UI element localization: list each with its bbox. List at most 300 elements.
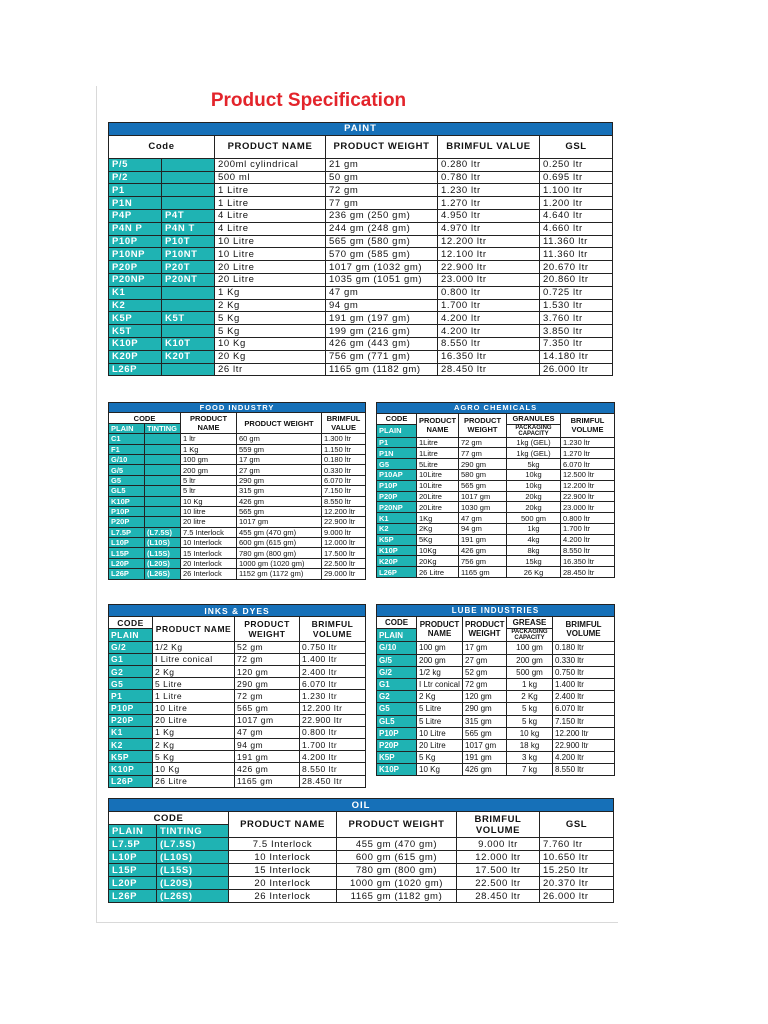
oil-cell: L26P (109, 890, 157, 903)
paint-cell: 5 Kg (215, 325, 326, 338)
food-cell: G5 (109, 475, 145, 485)
inks-cell: 1 Kg (153, 726, 235, 738)
inks-cell: 10 Litre (153, 702, 235, 714)
paint-cell: P1 (109, 184, 162, 197)
table-row (109, 337, 613, 350)
paint-cell: 1.530 ltr (540, 299, 613, 312)
table-row (109, 838, 614, 851)
agro-cell: 290 gm (459, 459, 507, 470)
lube-cell: 1 kg (507, 678, 553, 690)
food-cell: 12.200 ltr (322, 506, 366, 516)
oil-cell: 7.5 Interlock (229, 838, 337, 851)
paint-cell: 22.900 ltr (438, 261, 540, 274)
food-cell: G/10 (109, 454, 145, 464)
lube-header-grease: GREASE (507, 617, 553, 629)
lube-cell: 2 Kg (417, 691, 463, 703)
food-cell: L10P (109, 538, 145, 548)
lube-cell: 315 gm (463, 715, 507, 727)
lube-cell: K10P (377, 764, 417, 776)
table-row (377, 545, 615, 556)
inks-cell: K2 (109, 739, 153, 751)
oil-cell: 600 gm (615 gm) (337, 851, 457, 864)
agro-cell: 4kg (507, 534, 561, 545)
lube-cell: 100 gm (507, 642, 553, 654)
table-row (109, 465, 366, 475)
food-cell: 1.150 ltr (322, 444, 366, 454)
agro-cell: 10kg (507, 480, 561, 491)
paint-cell: 94 gm (326, 299, 438, 312)
lube-cell: 1/2 kg (417, 666, 463, 678)
paint-cell: 0.725 ltr (540, 286, 613, 299)
paint-cell: P/5 (109, 158, 162, 171)
agro-cell: 1.230 ltr (561, 437, 615, 448)
lube-cell: 17 gm (463, 642, 507, 654)
food-cell: 1017 gm (237, 517, 322, 527)
agro-cell: P1N (377, 448, 417, 459)
table-row (109, 538, 366, 548)
paint-cell: 1035 gm (1051 gm) (326, 273, 438, 286)
inks-cell: 5 Kg (153, 751, 235, 763)
table-row (377, 715, 615, 727)
paint-cell: P1N (109, 197, 162, 210)
lube-cell: 2 Kg (507, 691, 553, 703)
food-header-plain: PLAIN (109, 423, 145, 433)
oil-cell: 455 gm (470 gm) (337, 838, 457, 851)
agro-cell: 16.350 ltr (561, 556, 615, 567)
table-row (109, 569, 366, 579)
food-header-brimful: BRIMFUL VALUE (322, 413, 366, 434)
inks-cell: P1 (109, 690, 153, 702)
table-row (109, 763, 366, 775)
inks-cell: 4.200 ltr (300, 751, 366, 763)
food-cell (145, 465, 181, 475)
paint-cell: 28.450 ltr (438, 363, 540, 376)
food-cell (145, 444, 181, 454)
agro-cell: 20kg (507, 491, 561, 502)
lube-cell: 20 Litre (417, 739, 463, 751)
inks-cell: G1 (109, 653, 153, 665)
table-row (377, 752, 615, 764)
paint-header-weight: PRODUCT WEIGHT (326, 135, 438, 158)
agro-cell: P1 (377, 437, 417, 448)
table-row (109, 209, 613, 222)
agro-cell: K1 (377, 513, 417, 524)
paint-cell: P10NP (109, 248, 162, 261)
lube-cell: 7.150 ltr (553, 715, 615, 727)
agro-cell: P20P (377, 491, 417, 502)
paint-cell: 47 gm (326, 286, 438, 299)
agro-header-brimful: BRIMFUL VOLUME (561, 413, 615, 437)
agro-cell: 15kg (507, 556, 561, 567)
lube-cell: 72 gm (463, 678, 507, 690)
agro-cell: 6.070 ltr (561, 459, 615, 470)
table-row (377, 567, 615, 578)
inks-cell: 1.230 ltr (300, 690, 366, 702)
paint-cell: 0.280 ltr (438, 158, 540, 171)
table-row (377, 491, 615, 502)
paint-cell: 1.230 ltr (438, 184, 540, 197)
oil-table (108, 798, 614, 903)
agro-cell: 20kg (507, 502, 561, 513)
food-cell (145, 496, 181, 506)
table-row (109, 775, 366, 787)
table-row (109, 444, 366, 454)
food-cell: 559 gm (237, 444, 322, 454)
lube-cell: 565 gm (463, 727, 507, 739)
paint-cell: 26 ltr (215, 363, 326, 376)
food-cell: 60 gm (237, 434, 322, 444)
table-row (377, 764, 615, 776)
lube-cell: G1 (377, 678, 417, 690)
table-row (377, 513, 615, 524)
table-row (109, 641, 366, 653)
lube-cell: 3 kg (507, 752, 553, 764)
paint-cell: K10P (109, 337, 162, 350)
paint-cell: 12.100 ltr (438, 248, 540, 261)
table-row (109, 475, 366, 485)
food-cell: 26 Interlock (181, 569, 237, 579)
lube-cell: 27 gm (463, 654, 507, 666)
food-cell: 10 litre (181, 506, 237, 516)
agro-cell: 1165 gm (459, 567, 507, 578)
table-row (109, 299, 613, 312)
paint-cell: 20.670 ltr (540, 261, 613, 274)
food-cell: (L20S) (145, 558, 181, 568)
lube-cell: 18 kg (507, 739, 553, 751)
inks-cell: 52 gm (235, 641, 300, 653)
oil-cell: 12.000 ltr (457, 851, 540, 864)
agro-cell: 1Litre (417, 448, 459, 459)
lube-cell: 5 Kg (417, 752, 463, 764)
agro-cell: P10AP (377, 469, 417, 480)
food-cell: 8.550 ltr (322, 496, 366, 506)
inks-cell: 426 gm (235, 763, 300, 775)
table-row (109, 312, 613, 325)
food-cell: 10 Kg (181, 496, 237, 506)
food-cell: 9.000 ltr (322, 527, 366, 537)
agro-cell: 1Litre (417, 437, 459, 448)
food-cell: 5 ltr (181, 486, 237, 496)
oil-cell: 28.450 ltr (457, 890, 540, 903)
lube-cell: G/10 (377, 642, 417, 654)
agro-cell: 26 Kg (507, 567, 561, 578)
oil-cell: L15P (109, 864, 157, 877)
table-row (109, 325, 613, 338)
table-row (377, 727, 615, 739)
agro-header-granules: GRANULES (507, 413, 561, 424)
food-cell: 12.000 ltr (322, 538, 366, 548)
table-row (109, 558, 366, 568)
inks-cell: K5P (109, 751, 153, 763)
table-row (109, 665, 366, 677)
table-row (377, 703, 615, 715)
oil-header-gsl: GSL (540, 812, 614, 838)
agro-cell: 94 gm (459, 523, 507, 534)
table-row (377, 642, 615, 654)
paint-cell: 10 Litre (215, 235, 326, 248)
table-row (109, 890, 614, 903)
oil-cell: L10P (109, 851, 157, 864)
table-row (377, 556, 615, 567)
food-cell (145, 434, 181, 444)
paint-cell: P4P (109, 209, 162, 222)
food-cell: (L10S) (145, 538, 181, 548)
paint-cell (162, 299, 215, 312)
food-cell: 22.900 ltr (322, 517, 366, 527)
paint-cell: P4N T (162, 222, 215, 235)
agro-cell: 1.700 ltr (561, 523, 615, 534)
inks-cell: L26P (109, 775, 153, 787)
paint-table (108, 122, 613, 376)
paint-cell: 3.850 ltr (540, 325, 613, 338)
paint-cell: K1 (109, 286, 162, 299)
paint-cell: 199 gm (216 gm) (326, 325, 438, 338)
food-cell: 0.180 ltr (322, 454, 366, 464)
inks-cell: 47 gm (235, 726, 300, 738)
oil-cell: 7.760 ltr (540, 838, 614, 851)
food-cell: 7.5 Interlock (181, 527, 237, 537)
paint-header-brimful: BRIMFUL VALUE (438, 135, 540, 158)
paint-cell: 10 Kg (215, 337, 326, 350)
inks-header-brimful: BRIMFUL VOLUME (300, 617, 366, 641)
agro-cell: 1kg (507, 523, 561, 534)
paint-cell: 20 Litre (215, 273, 326, 286)
food-header-code: CODE (109, 413, 181, 423)
paint-cell: 77 gm (326, 197, 438, 210)
agro-cell: 10Litre (417, 480, 459, 491)
table-row (109, 434, 366, 444)
table-row (377, 666, 615, 678)
table-row (377, 691, 615, 703)
oil-cell: 10.650 ltr (540, 851, 614, 864)
food-cell (145, 475, 181, 485)
agro-cell: K2 (377, 523, 417, 534)
paint-cell: 565 gm (580 gm) (326, 235, 438, 248)
paint-cell: 20.860 ltr (540, 273, 613, 286)
inks-cell: 8.550 ltr (300, 763, 366, 775)
agro-header-weight: PRODUCT WEIGHT (459, 413, 507, 437)
paint-cell: K5T (162, 312, 215, 325)
inks-cell: 12.200 ltr (300, 702, 366, 714)
agro-cell: 77 gm (459, 448, 507, 459)
paint-cell: 1 Litre (215, 197, 326, 210)
food-cell: 5 ltr (181, 475, 237, 485)
lube-cell: 5 kg (507, 703, 553, 715)
lube-cell: 0.330 ltr (553, 654, 615, 666)
food-cell: 1 ltr (181, 434, 237, 444)
agro-cell: 12.200 ltr (561, 480, 615, 491)
paint-cell: P20NT (162, 273, 215, 286)
lube-cell: 22.900 ltr (553, 739, 615, 751)
paint-header-code: Code (109, 135, 215, 158)
paint-cell: P20P (109, 261, 162, 274)
oil-cell: 9.000 ltr (457, 838, 540, 851)
paint-cell: P20NP (109, 273, 162, 286)
table-row (109, 877, 614, 890)
lube-cell: 0.180 ltr (553, 642, 615, 654)
food-cell (145, 506, 181, 516)
paint-cell: 500 ml (215, 171, 326, 184)
lube-cell: 7 kg (507, 764, 553, 776)
food-cell: L26P (109, 569, 145, 579)
food-header-tinting: TINTING (145, 423, 181, 433)
table-row (109, 273, 613, 286)
paint-cell: 0.780 ltr (438, 171, 540, 184)
paint-cell: P10NT (162, 248, 215, 261)
food-cell: L7.5P (109, 527, 145, 537)
inks-table (108, 604, 366, 788)
table-row (109, 486, 366, 496)
inks-cell: 72 gm (235, 690, 300, 702)
lube-cell: 191 gm (463, 752, 507, 764)
food-cell: 0.330 ltr (322, 465, 366, 475)
table-row (109, 197, 613, 210)
food-cell: 1 Kg (181, 444, 237, 454)
food-cell: C1 (109, 434, 145, 444)
table-row (109, 864, 614, 877)
agro-cell: 1030 gm (459, 502, 507, 513)
table-row (109, 261, 613, 274)
inks-cell: G/2 (109, 641, 153, 653)
agro-header-plain: PLAIN (377, 424, 417, 437)
lube-cell: 1017 gm (463, 739, 507, 751)
agro-cell: 5Kg (417, 534, 459, 545)
paint-cell: L26P (109, 363, 162, 376)
table-row (109, 286, 613, 299)
food-cell: 20 Interlock (181, 558, 237, 568)
lube-cell: 10 Kg (417, 764, 463, 776)
paint-cell: 4.200 ltr (438, 325, 540, 338)
agro-cell: P20NP (377, 502, 417, 513)
paint-cell: 426 gm (443 gm) (326, 337, 438, 350)
table-row (377, 459, 615, 470)
inks-cell: 1.700 ltr (300, 739, 366, 751)
lube-header-code: CODE (377, 617, 417, 629)
paint-cell: 0.250 ltr (540, 158, 613, 171)
agro-cell: 756 gm (459, 556, 507, 567)
paint-cell (162, 171, 215, 184)
lube-cell: 8.550 ltr (553, 764, 615, 776)
paint-cell: 4.200 ltr (438, 312, 540, 325)
paint-cell: 4 Litre (215, 209, 326, 222)
oil-header-name: PRODUCT NAME (229, 812, 337, 838)
lube-header-weight: PRODUCT WEIGHT (463, 617, 507, 642)
table-row (109, 158, 613, 171)
inks-cell: 2 Kg (153, 739, 235, 751)
paint-cell: 14.180 ltr (540, 350, 613, 363)
lube-cell: G5 (377, 703, 417, 715)
table-row (109, 678, 366, 690)
inks-header-weight: PRODUCT WEIGHT (235, 617, 300, 641)
oil-header-plain: PLAIN (109, 825, 157, 838)
table-row (109, 548, 366, 558)
table-row (377, 523, 615, 534)
table-row (109, 702, 366, 714)
lube-cell: 200 gm (417, 654, 463, 666)
paint-header-name: PRODUCT NAME (215, 135, 326, 158)
oil-cell: 1000 gm (1020 gm) (337, 877, 457, 890)
inks-cell: 1 Litre (153, 690, 235, 702)
food-cell: P20P (109, 517, 145, 527)
agro-cell: 5kg (507, 459, 561, 470)
paint-cell (162, 325, 215, 338)
food-cell: F1 (109, 444, 145, 454)
paint-cell (162, 184, 215, 197)
lube-band: LUBE INDUSTRIES (377, 605, 615, 617)
oil-header-weight: PRODUCT WEIGHT (337, 812, 457, 838)
oil-cell: (L7.5S) (157, 838, 229, 851)
food-cell: L15P (109, 548, 145, 558)
food-cell: 20 litre (181, 517, 237, 527)
food-cell: 565 gm (237, 506, 322, 516)
lube-cell: 4.200 ltr (553, 752, 615, 764)
lube-cell: 500 gm (507, 666, 553, 678)
paint-cell: K5T (109, 325, 162, 338)
food-cell (145, 486, 181, 496)
lube-table (376, 604, 615, 776)
oil-cell: 15 Interlock (229, 864, 337, 877)
inks-cell: 22.900 ltr (300, 714, 366, 726)
table-row (109, 517, 366, 527)
food-cell: 455 gm (470 gm) (237, 527, 322, 537)
lube-header-brimful: BRIMFUL VOLUME (553, 617, 615, 642)
food-cell: 22.500 ltr (322, 558, 366, 568)
food-cell (145, 517, 181, 527)
oil-cell: 1165 gm (1182 gm) (337, 890, 457, 903)
oil-cell: (L15S) (157, 864, 229, 877)
agro-cell: 5Litre (417, 459, 459, 470)
table-row (109, 690, 366, 702)
table-row (109, 248, 613, 261)
inks-cell: 1.400 ltr (300, 653, 366, 665)
agro-cell: P10P (377, 480, 417, 491)
oil-header-tinting: TINTING (157, 825, 229, 838)
oil-cell: (L26S) (157, 890, 229, 903)
paint-band: PAINT (109, 123, 613, 136)
paint-header-gsl: GSL (540, 135, 613, 158)
table-row (377, 654, 615, 666)
inks-cell: P20P (109, 714, 153, 726)
inks-cell: 120 gm (235, 665, 300, 677)
food-cell: 7.150 ltr (322, 486, 366, 496)
agro-cell: K5P (377, 534, 417, 545)
lube-cell: G/2 (377, 666, 417, 678)
agro-cell: 20Litre (417, 502, 459, 513)
lube-cell: P20P (377, 739, 417, 751)
agro-cell: 426 gm (459, 545, 507, 556)
inks-cell: G2 (109, 665, 153, 677)
agro-header-code: CODE (377, 413, 417, 424)
agro-cell: 8kg (507, 545, 561, 556)
paint-cell: 26.000 ltr (540, 363, 613, 376)
table-row (109, 527, 366, 537)
agro-cell: 20Kg (417, 556, 459, 567)
table-row (377, 739, 615, 751)
oil-cell: 15.250 ltr (540, 864, 614, 877)
paint-cell: P10P (109, 235, 162, 248)
paint-cell: 20 Kg (215, 350, 326, 363)
paint-cell: 4.640 ltr (540, 209, 613, 222)
inks-cell: 191 gm (235, 751, 300, 763)
agro-cell: 10Litre (417, 469, 459, 480)
food-cell: 17.500 ltr (322, 548, 366, 558)
paint-cell: 1.100 ltr (540, 184, 613, 197)
food-cell (145, 454, 181, 464)
paint-cell: 23.000 ltr (438, 273, 540, 286)
inks-cell: 94 gm (235, 739, 300, 751)
inks-cell: 565 gm (235, 702, 300, 714)
food-cell: 6.070 ltr (322, 475, 366, 485)
